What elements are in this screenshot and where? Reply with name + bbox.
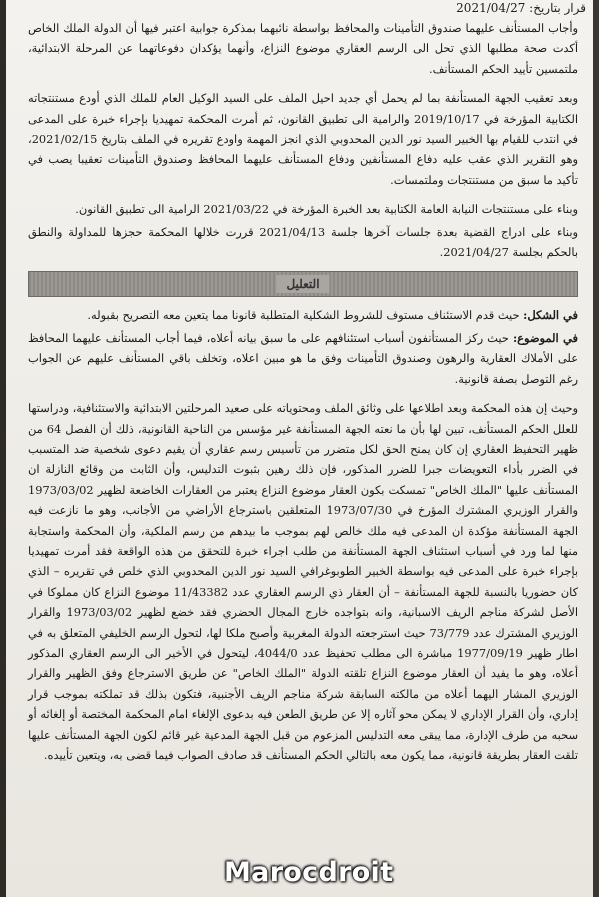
paragraph-merits [28, 328, 578, 389]
paragraph-expert-report: وبعد تعقيب الجهة المستأنفة بما لم يحمل أي جديد احيل الملف على السيد الوكيل العام للملك الذي أودع مستنتجاته الكتابية المؤرخة في 2019/10/17 والرامية الى تطبيق القانون، ثم أمرت المحكمة تمهيديا بإجراء خبرة على المدعى في انتدب للقيام بها الخبير السيد نور الدين المحدوبي الذي انجز المهمة واودع تقريره في الملف بتاريخ 2021/02/15، وهو التقرير الذي عقب عليه دفاع المستأنفين ودفاع المستأنف عليهما المحافظ وصندوق التأمينات تعقيبا يصب في تأكيد ما سبق من مستنتجات وملتمسات. [28, 91, 579, 187]
paragraph-reasoning: وحيث إن هذه المحكمة وبعد اطلاعها على وثائق الملف ومحتوياته على صعيد المرحلتين الابتدائية والاستئنافية، ودراستها للعلل الحكم المستأنف، تبين لها بأن ما نعته الجهة المستأنفة غير مؤسس من الناحية القانونية، ذلك أن الفصل 64 من ظهير التحفيظ العقاري إن كان يمنح الحق لكل متضرر من تأسيس رسم عقاري أن يقيم دعوى شخصية ضد المتسبب في الضرر بأداء التعويضات جبرا للضرر المذكور، فإن ذلك رهين بثبوت التدليس، وأن الثابت من وقائع النازلة ان المستأنف عليها "الملك الخاص" تمسكت بكون العقار موضوع النزاع يعتبر من العقارات الخاضعة لظهير 1973/03/02 والقرار الوزيري المشترك المؤرخ في 1973/07/30 المتعلقين باسترجاع الأراضي من الأجانب، وهو ما نازعت فيه الجهة المستأنفة مؤكدة ان المدعى فيه ملك خالص لهم بموجب ما بيدهم من رسم الملكية، وأن المحكمة واستجابة منها لما ورد في أسباب استئناف الجهة المستأنفة من طلب اجراء خبرة للتحقق من هذه الواقعة فقد أمرت تمهيديا بإجراء خبرة على المدعى فيه بواسطة الخبير الطوبوغرافي السيد نور الدين المحدوبي الذي خلص في تقريره – الذي كان حضوريا بالنسبة للجهة المستأنفة – أن العقار ذي الرسم العقاري عدد 11/43382 موضوع النزاع كان مملوكا في الأصل لشركة مناجم الريف الاسبانية، وانه بتواجده خارج المجال الحضري فقد خضع لظهير 1973/03/02 والقرار الوزيري المشترك عدد 73/779 حيث استرجعته الدولة المغربية وأصبح ملكا لها، لتحول الرسم الخليفي المتعلق به في اطار ظهير 1977/09/19 مباشرة الى مطلب تحفيظ عدد 4044/0، ليتحول في الأخير الى الرسم العقاري المذكور أعلاه، وهو ما يفيد أن العقار موضوع النزاع تلقته الدولة "الملك الخاص" عن طريق الاسترجاع وفق الظهير والقرار الوزيري المشار اليهما أعلاه من مالكته السابقة شركة مناجم الريف الأجنبية، فتكون بذلك قد تملكته بموجب قرار إداري، وأن القرار الإداري لا يمكن محو آثاره إلا عن طريق الطعن فيه بدعوى الإلغاء امام المحكمة المختصة أو إلغائه أو سحبه من طرف الإدارة، مما يبقى معه التدليس المزعوم من قبل الجهة المدعية غير قائم لكون الجهة المستأنف عليها تلقت العقار بطريقة قانونية، مما يكون معه بالتالي الحكم المستأنف قد صادف الصواب فيما قضى به، ويتعين تأييده. [28, 401, 578, 762]
reasoning-section-band [28, 271, 578, 297]
section-title: التعليل [276, 275, 329, 293]
form-text: حيث قدم الاستئناف مستوف للشروط الشكلية المتطلبة قانونا مما يتعين معه التصريح بقبوله. [87, 308, 520, 323]
merits-label: في الموضوع: [512, 330, 578, 345]
page-shadow-edge [593, 0, 599, 897]
paragraph-public-prosecution: وبناء على مستنتجات النيابة العامة الكتابية بعد الخبرة المؤرخة في 2021/03/22 الرامية الى تطبيق القانون. [75, 202, 578, 217]
document-body [28, 18, 578, 774]
paragraph-hearings: وبناء على ادراج القضية بعدة جلسات آخرها جلسة 2021/04/13 قررت خلالها المحكمة حجزها للمداولة والنطق بالحكم بجلسة 2021/04/27. [28, 224, 578, 260]
decision-date-header: قرار بتاريخ: 2021/04/27 [456, 1, 586, 15]
document-page [6, 0, 596, 897]
paragraph-respondent-reply: وأجاب المستأنف عليهما صندوق التأمينات والمحافظ بواسطة نائبهما بمذكرة جوابية اعتبر فيها أن الدولة الملك الخاص أكدت صحة مطلبها الذي تحل الى الرسم العقاري موضوع النزاع، وأنهما يؤكدان دفوعاتهما عن المرحلة الابتدائية، ملتمسين تأييد الحكم المستأنف. [28, 21, 578, 76]
paragraph-form [28, 305, 578, 325]
watermark-logo: Marocdroit [224, 857, 394, 888]
merits-text: حيث ركز المستأنفون أسباب استئنافهم على ما سبق بيانه أعلاه، فيما أجاب المستأنف عليهما المحافظ على الأملاك العقارية والرهون وصندوق التأمينات وفق ما هو مبين اعلاه، وتخلف باقي المستأنف عليهم عن الجواب رغم التوصل بصفة قانونية. [28, 330, 578, 386]
form-label: في الشكل: [523, 308, 578, 323]
